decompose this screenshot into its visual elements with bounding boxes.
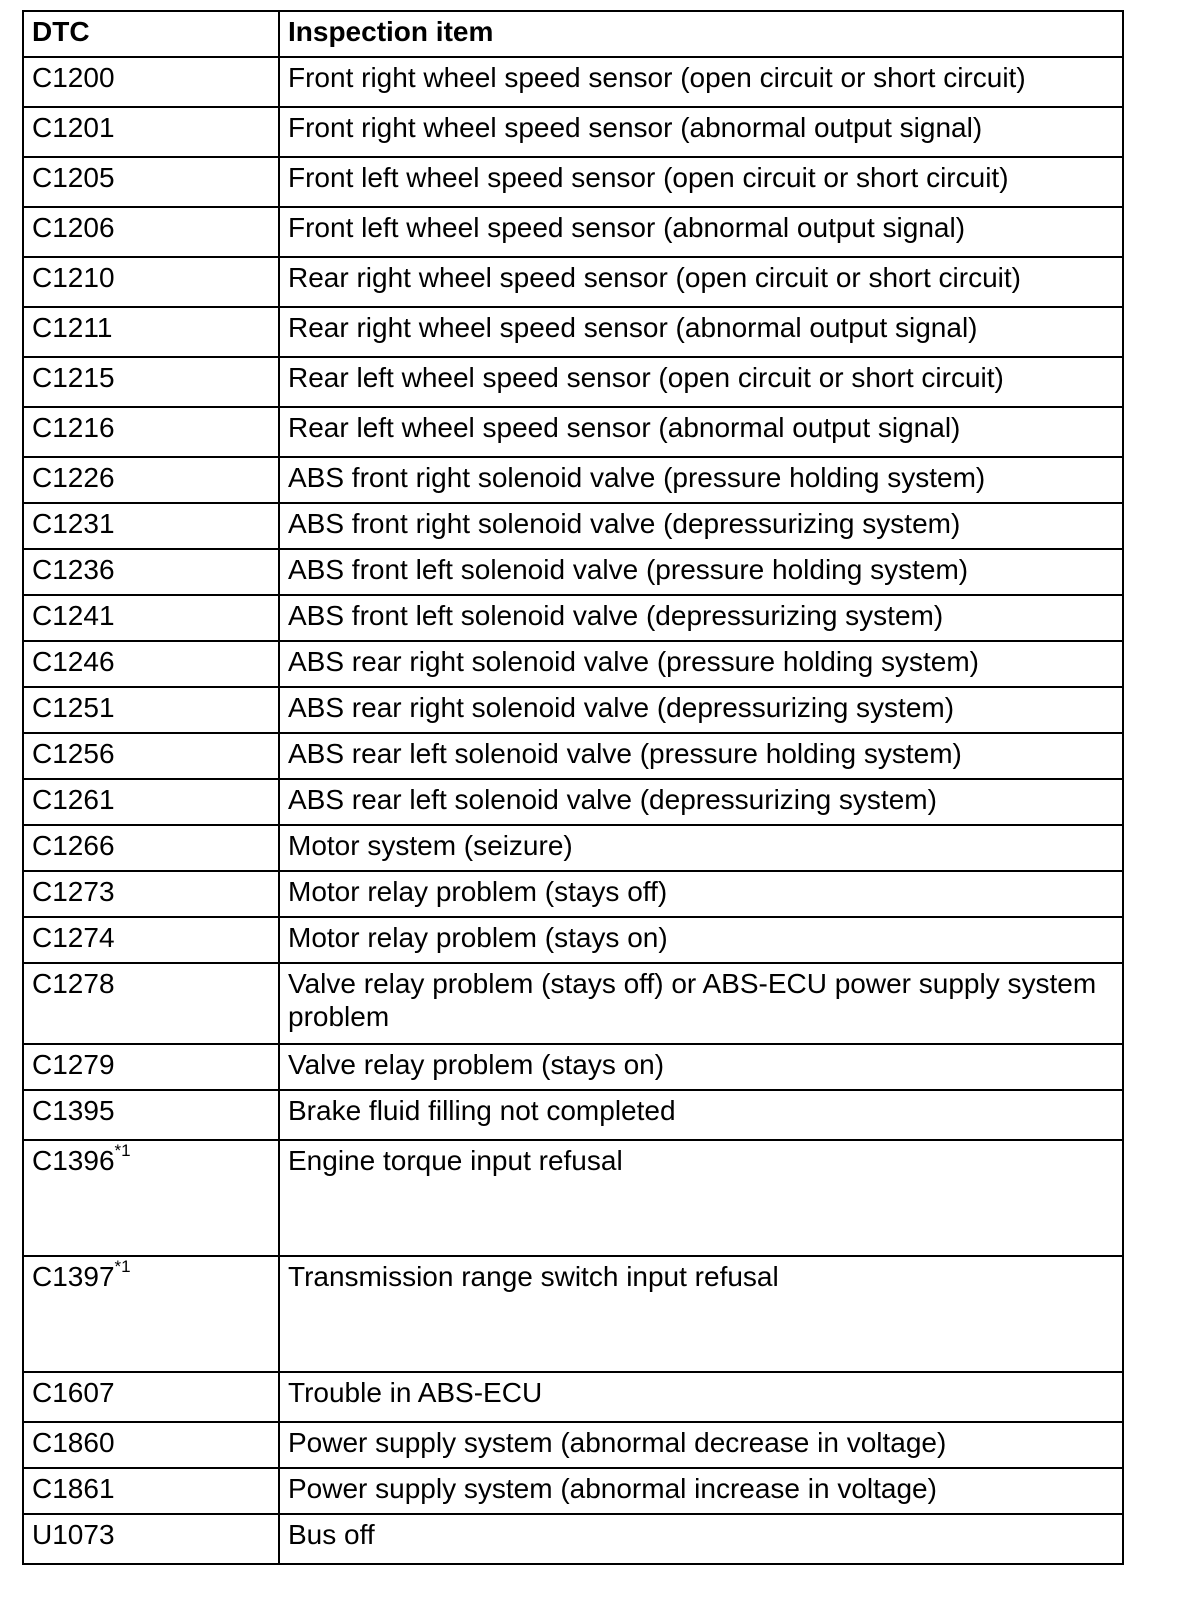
inspection-item: ABS front left solenoid valve (pressure holding system) — [279, 549, 1123, 595]
dtc-code: C1226 — [23, 457, 279, 503]
table-row — [23, 825, 1123, 871]
inspection-item: Trouble in ABS-ECU — [279, 1372, 1123, 1422]
inspection-item: ABS front left solenoid valve (depressurizing system) — [279, 595, 1123, 641]
dtc-code: C1279 — [23, 1044, 279, 1090]
inspection-item: ABS front right solenoid valve (pressure holding system) — [279, 457, 1123, 503]
inspection-item: ABS rear left solenoid valve (pressure holding system) — [279, 733, 1123, 779]
inspection-item: Rear left wheel speed sensor (abnormal output signal) — [279, 407, 1123, 457]
inspection-item: Engine torque input refusal — [279, 1140, 1123, 1256]
dtc-code-cell — [23, 1140, 279, 1256]
inspection-item: Front right wheel speed sensor (abnormal output signal) — [279, 107, 1123, 157]
inspection-item: Rear right wheel speed sensor (abnormal output signal) — [279, 307, 1123, 357]
table-header-row — [23, 11, 1123, 57]
table-row — [23, 1468, 1123, 1514]
dtc-code: C1861 — [23, 1468, 279, 1514]
inspection-item: Power supply system (abnormal increase in voltage) — [279, 1468, 1123, 1514]
dtc-code: C1246 — [23, 641, 279, 687]
table-row — [23, 1090, 1123, 1140]
table-row — [23, 407, 1123, 457]
inspection-item: Transmission range switch input refusal — [279, 1256, 1123, 1372]
dtc-code: C1231 — [23, 503, 279, 549]
inspection-item: Motor system (seizure) — [279, 825, 1123, 871]
table-row — [23, 57, 1123, 107]
inspection-item: Motor relay problem (stays on) — [279, 917, 1123, 963]
inspection-item: Brake fluid filling not completed — [279, 1090, 1123, 1140]
dtc-code: C1607 — [23, 1372, 279, 1422]
dtc-code: C1860 — [23, 1422, 279, 1468]
dtc-code: C1200 — [23, 57, 279, 107]
dtc-code: C1206 — [23, 207, 279, 257]
dtc-code: C1256 — [23, 733, 279, 779]
dtc-code: C1266 — [23, 825, 279, 871]
inspection-item: Power supply system (abnormal decrease in voltage) — [279, 1422, 1123, 1468]
inspection-item: ABS front right solenoid valve (depressurizing system) — [279, 503, 1123, 549]
dtc-code: C1210 — [23, 257, 279, 307]
inspection-item: ABS rear left solenoid valve (depressurizing system) — [279, 779, 1123, 825]
table-row — [23, 457, 1123, 503]
inspection-item: Bus off — [279, 1514, 1123, 1564]
table-row — [23, 549, 1123, 595]
inspection-item: Motor relay problem (stays off) — [279, 871, 1123, 917]
dtc-code-cell — [23, 1256, 279, 1372]
inspection-item: Valve relay problem (stays off) or ABS-ECU power supply system problem — [279, 963, 1123, 1044]
table-row — [23, 107, 1123, 157]
dtc-code: C1261 — [23, 779, 279, 825]
dtc-code: C1211 — [23, 307, 279, 357]
dtc-code: C1241 — [23, 595, 279, 641]
dtc-code: C1273 — [23, 871, 279, 917]
dtc-code: C1236 — [23, 549, 279, 595]
table-row — [23, 1514, 1123, 1564]
dtc-code: C1274 — [23, 917, 279, 963]
inspection-item: Front left wheel speed sensor (abnormal output signal) — [279, 207, 1123, 257]
inspection-item: Front left wheel speed sensor (open circuit or short circuit) — [279, 157, 1123, 207]
dtc-code: C1397 — [32, 1261, 115, 1292]
table-row — [23, 917, 1123, 963]
table-row — [23, 357, 1123, 407]
header-inspection-item: Inspection item — [279, 11, 1123, 57]
dtc-code: U1073 — [23, 1514, 279, 1564]
table-row — [23, 1044, 1123, 1090]
dtc-code: C1395 — [23, 1090, 279, 1140]
table-row — [23, 1256, 1123, 1372]
inspection-item: ABS rear right solenoid valve (depressurizing system) — [279, 687, 1123, 733]
table-row — [23, 207, 1123, 257]
table-row — [23, 687, 1123, 733]
dtc-code: C1205 — [23, 157, 279, 207]
table-row — [23, 779, 1123, 825]
table-row — [23, 641, 1123, 687]
dtc-code: C1215 — [23, 357, 279, 407]
table-row — [23, 1422, 1123, 1468]
dtc-code: C1216 — [23, 407, 279, 457]
footnote-marker: *1 — [114, 1256, 131, 1276]
table-row — [23, 1372, 1123, 1422]
table-row — [23, 1140, 1123, 1256]
inspection-item: Rear right wheel speed sensor (open circuit or short circuit) — [279, 257, 1123, 307]
table-row — [23, 595, 1123, 641]
dtc-code: C1396 — [32, 1145, 115, 1176]
table-row — [23, 871, 1123, 917]
table-row — [23, 307, 1123, 357]
dtc-table — [22, 10, 1124, 1565]
dtc-code: C1251 — [23, 687, 279, 733]
footnote-marker: *1 — [114, 1140, 131, 1160]
table-row — [23, 257, 1123, 307]
dtc-code: C1278 — [23, 963, 279, 1044]
table-row — [23, 733, 1123, 779]
inspection-item: Rear left wheel speed sensor (open circuit or short circuit) — [279, 357, 1123, 407]
table-row — [23, 503, 1123, 549]
inspection-item: Valve relay problem (stays on) — [279, 1044, 1123, 1090]
inspection-item: Front right wheel speed sensor (open circuit or short circuit) — [279, 57, 1123, 107]
header-dtc: DTC — [23, 11, 279, 57]
table-row — [23, 963, 1123, 1044]
inspection-item: ABS rear right solenoid valve (pressure holding system) — [279, 641, 1123, 687]
dtc-code: C1201 — [23, 107, 279, 157]
table-row — [23, 157, 1123, 207]
